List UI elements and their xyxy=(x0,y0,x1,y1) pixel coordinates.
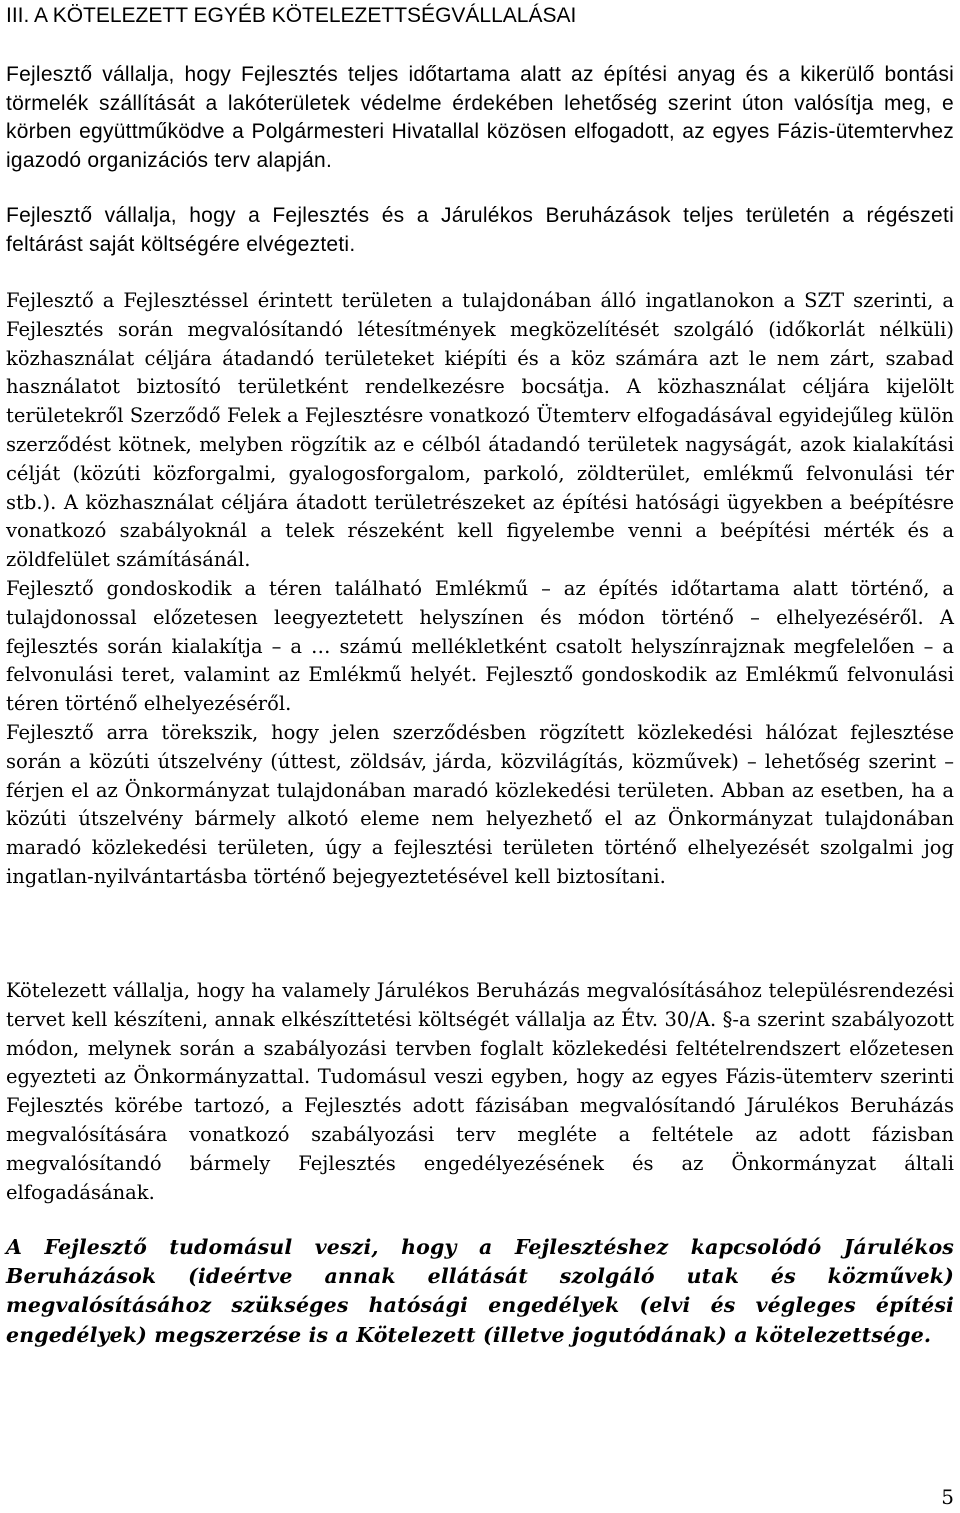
section-heading: III. A KÖTELEZETT EGYÉB KÖTELEZETTSÉGVÁLLALÁSAI xyxy=(6,4,577,27)
paragraph-public-use: Fejlesztő a Fejlesztéssel érintett területen a tulajdonában álló ingatlanokon a SZT szerinti, a Fejlesztés során megvalósítandó létesítmények megközelítését szolgáló (időkorlát nélküli) közhasználat céljára átadandó területeket kiépíti és a köz számára azt le nem zárt, szabad használatot biztosító területként rendelkezésre bocsátja. A közhasználat céljára kijelölt területekről Szerződő Felek a Fejlesztésre vonatkozó Ütemterv elfogadásával egyidejűleg külön szerződést kötnek, melyben rögzítik az e célból átadandó területek nagyságát, azok kialakítási célját (közúti közforgalmi, gyalogosforgalom, parkoló, zöldterület, emlékmű felvonulási tér stb.). A közhasználat céljára átadott területrészeket az építési hatósági ügyekben a beépítésre vonatkozó szabályoknál a telek részeként kell figyelembe venni a beépítési mérték és a zöldfelület számításánál. xyxy=(6,289,954,572)
paragraph-permits-emphasis: A Fejlesztő tudomásul veszi, hogy a Fejlesztéshez kapcsolódó Járulékos Beruházások (ideértve annak ellátását szolgáló utak és közművek) megvalósításához szükséges hatósági engedélyek (elvi és végleges építési engedélyek) megszerzése is a Kötelezett (illetve jogutódának) a kötelezettsége. xyxy=(6,1235,954,1347)
paragraph-road-network: Fejlesztő arra törekszik, hogy jelen szerződésben rögzített közlekedési hálózat fejlesztése során a közúti útszelvény (úttest, zöldsáv, járda, közvilágítás, közművek) – lehetőség szerint – férjen el az Önkormányzat tulajdonában maradó közlekedési területen. Abban az esetben, ha a közúti útszelvény bármely alkotó eleme nem helyezhető el az Önkormányzat tulajdonában maradó közlekedési területen, úgy a fejlesztési területen történő elhelyezését szolgalmi jog ingatlan-nyilvántartásba történő bejegyeztetésével kell biztosítani. xyxy=(6,720,954,888)
paragraph-zoning-plan: Kötelezett vállalja, hogy ha valamely Járulékos Beruházás megvalósításához településrendezési tervet kell készíteni, annak elkészíttetési költségét vállalja az Étv. 30/A. §-a szerint szabályozott módon, melynek során a szabályozási tervben foglalt közlekedési feltételrendszert előzetesen egyezteti az Önkormányzattal. Tudomásul veszi egyben, hogy az egyes Fázis-ütemterv szerinti Fejlesztés körébe tartozó, a Fejlesztés adott fázisában megvalósítandó Járulékos Beruházás megvalósítására vonatkozó szabályozási terv megléte a feltétele az adott fázisban megvalósítandó bármely Fejlesztés engedélyezésének és az Önkormányzat általi elfogadásának. xyxy=(6,979,954,1204)
paragraph-archaeology: Fejlesztő vállalja, hogy a Fejlesztés és a Járulékos Beruházások teljes területén a régészeti feltárást saját költségére elvégezteti. xyxy=(6,204,954,256)
paragraph-memorial: Fejlesztő gondoskodik a téren található Emlékmű – az építés időtartama alatt történő, a tulajdonossal előzetesen leegyeztetett helyszínen és módon történő – elhelyezéséről. A fejlesztés során kialakítja – a … számú mellékletként csatolt helyszínrajznak megfelelően – a felvonulási teret, valamint az Emlékmű helyét. Fejlesztő gondoskodik az Emlékmű felvonulási téren történő elhelyezéséről. xyxy=(6,576,954,716)
page-number: 5 xyxy=(941,1485,954,1509)
paragraph-transport: Fejlesztő vállalja, hogy Fejlesztés teljes időtartama alatt az építési anyag és a kikerülő bontási törmelék szállítását a lakóterületek védelme érdekében lehetőség szerint úton valósítja meg, e körben együttműködve a Polgármesteri Hivatallal közösen elfogadott, az egyes Fázis-ütemtervhez igazodó organizációs terv alapján. xyxy=(6,63,954,172)
paragraph-group-public-use xyxy=(6,287,954,892)
